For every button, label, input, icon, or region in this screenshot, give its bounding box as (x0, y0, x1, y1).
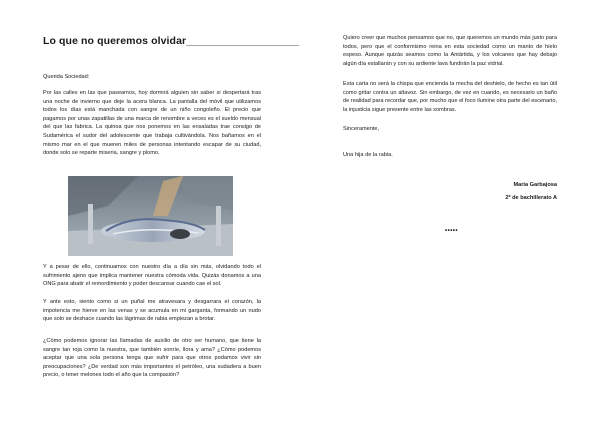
paragraph-4: ¿Cómo podemos ignorar las llamadas de auxilio de otro ser humano, que tiene la sangre tan roja como la nuestra, que también sonríe, llora y ama? ¿Cómo podemos aceptar que una sola persona tenga que sufrir para que otros podamos vivir sin preocupaciones? ¿De verdad son más importantes el petróleo, una sudadera a buen precio, o tener melones todo el año que la compasión? (43, 338, 261, 379)
greeting: Querida Sociedad: (43, 74, 90, 80)
paragraph-2: Y a pesar de ello, continuamos con nuestro día a día sin más, olvidando todo el sufrimiento ajeno que implica mantener nuestra cómoda vida. Quizás donamos a una ONG para abatir el remordimiento y poder descansar cuando cae el sol. (43, 264, 261, 288)
closing: Sinceramente, (343, 126, 380, 132)
right-page (300, 0, 600, 424)
paragraph-3: Y ante esto, siento como si un puñal me atravesara y desgarrara el corazón, la impotencia me hierve en las venas y se acumula en mi garganta, formando un nudo que solo se deshace cuando las lágrimas de rabia empiezan a brotar. (43, 299, 261, 323)
author-name: María Garbajosa (513, 182, 557, 188)
photo-illustration (68, 176, 233, 256)
letter-title: Lo que no queremos olvidar___________________ (43, 35, 300, 47)
author-class: 2º de bachillerato A (505, 195, 557, 201)
separator: ••••• (445, 228, 459, 234)
signoff: Una hija de la rabia. (343, 152, 393, 158)
paragraph-5: Quiero creer que muchos pensamos que no, que queremos un mundo más justo para todos, pero que el conformismo reina en esta sociedad como un manto de hielo espeso. Aunque quizás seamos como la Antártida, y los volcanes que hay debajo algún día estallarán y con su ardiente lava fundirán la paz vidrial. (343, 35, 557, 67)
paragraph-6: Esta carta no será la chispa que encienda la mecha del deshielo, de hecho es tan útil como gritar contra un altavoz. Sin embargo, de vez en cuando, es necesario un baño de realidad para recordar que, por mucho que el foco ilumine otra parte del escenario, la injusticia sigue presente entre las sombras. (343, 81, 557, 113)
paragraph-1: Por las calles en las que paseamos, hoy dormirá alguien sin saber si despertará tras una noche de invierno que deje la acera blanca. La pantalla del móvil que utilizamos todos los días está manchada con sangre de un niño congoleño. El precio que pagamos por unas zapatillas de una marca de renombre a veces es el sueldo mensual del que las fabrica. La quinoa que nos ponemos en las ensaladas trae consigo de Sudamérica el sudor del adolescente que trabaja cultivándola. Nos bañamos en el mismo mar en el que mueren miles de personas intentando escapar de su ciudad, donde solo se reparte miseria, sangre y plomo. (43, 90, 261, 157)
photo-homeless-person-sleeping (68, 176, 233, 256)
